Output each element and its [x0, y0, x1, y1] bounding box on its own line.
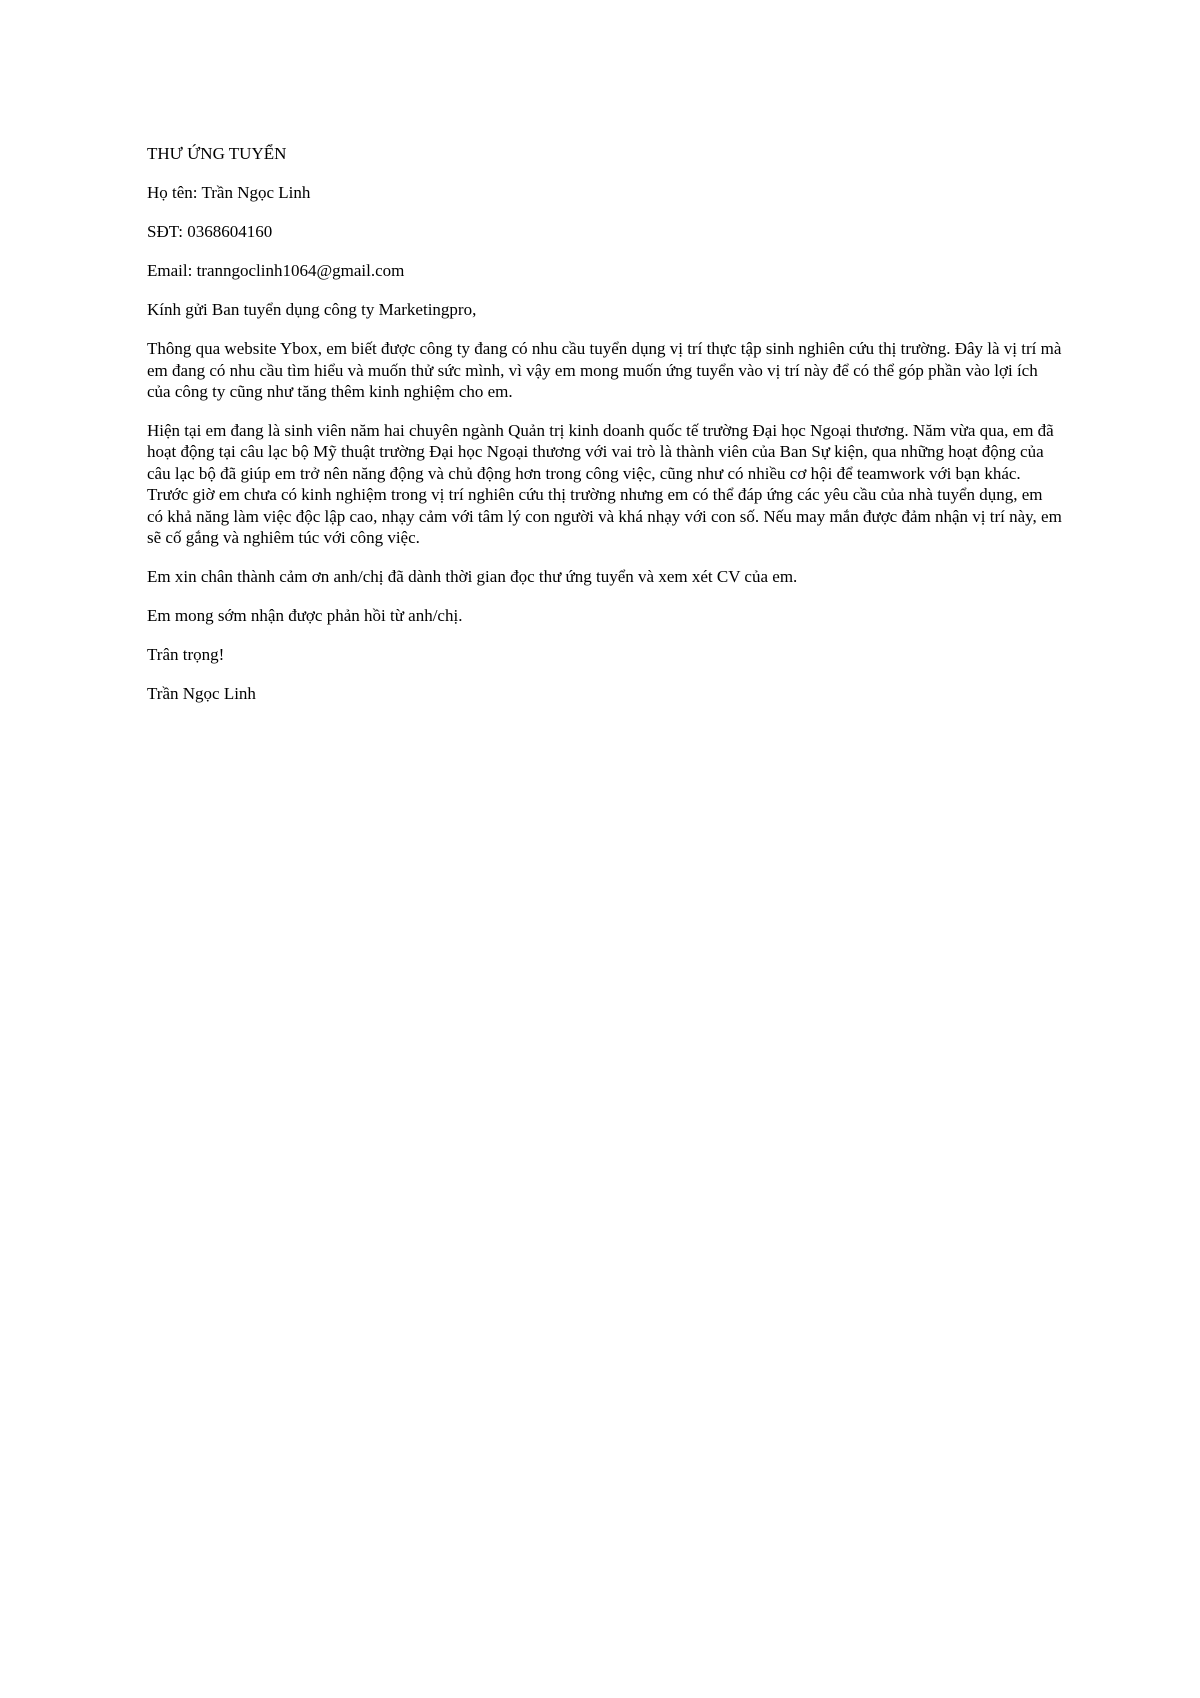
closing: Trân trọng! [147, 644, 225, 664]
cover-letter [147, 143, 1062, 722]
applicant-name: Họ tên: Trần Ngọc Linh [147, 183, 311, 202]
letter-title: THƯ ỨNG TUYỂN [147, 144, 287, 163]
intro-paragraph: Thông qua website Ybox, em biết được công ty đang có nhu cầu tuyển dụng vị trí thực tập sinh nghiên cứu thị trường. Đây là vị trí mà em đang có nhu cầu tìm hiểu và muốn thử sức mình, vì vậy em mong muốn ứng tuyển vào vị trí này để có thể góp phần vào lợi ích của công ty cũng như tăng thêm kinh nghiệm cho em. [147, 339, 1062, 401]
thanks-line: Em xin chân thành cảm ơn anh/chị đã dành thời gian đọc thư ứng tuyển và xem xét CV của em. [147, 566, 798, 586]
experience-paragraph: Hiện tại em đang là sinh viên năm hai chuyên ngành Quản trị kinh doanh quốc tế trường Đại học Ngoại thương. Năm vừa qua, em đã hoạt động tại câu lạc bộ Mỹ thuật trường Đại học Ngoại thương với vai trò là thành viên của Ban Sự kiện, qua những hoạt động của câu lạc bộ đã giúp em trở nên năng động và chủ động hơn trong công việc, cũng như có nhiều cơ hội để teamwork với bạn khác. Trước giờ em chưa có kinh nghiệm trong vị trí nghiên cứu thị trường nhưng em có thể đáp ứng các yêu cầu của nhà tuyển dụng, em có khả năng làm việc độc lập cao, nhạy cảm với tâm lý con người và khá nhạy với con số. Nếu may mắn được đảm nhận vị trí này, em sẽ cố gắng và nghiêm túc với công việc. [147, 420, 1062, 547]
applicant-email: Email: tranngoclinh1064@gmail.com [147, 261, 405, 280]
salutation: Kính gửi Ban tuyển dụng công ty Marketingpro, [147, 300, 477, 319]
hope-line: Em mong sớm nhận được phản hồi từ anh/chị. [147, 605, 463, 625]
signature: Trần Ngọc Linh [147, 683, 256, 703]
applicant-phone: SĐT: 0368604160 [147, 222, 273, 241]
